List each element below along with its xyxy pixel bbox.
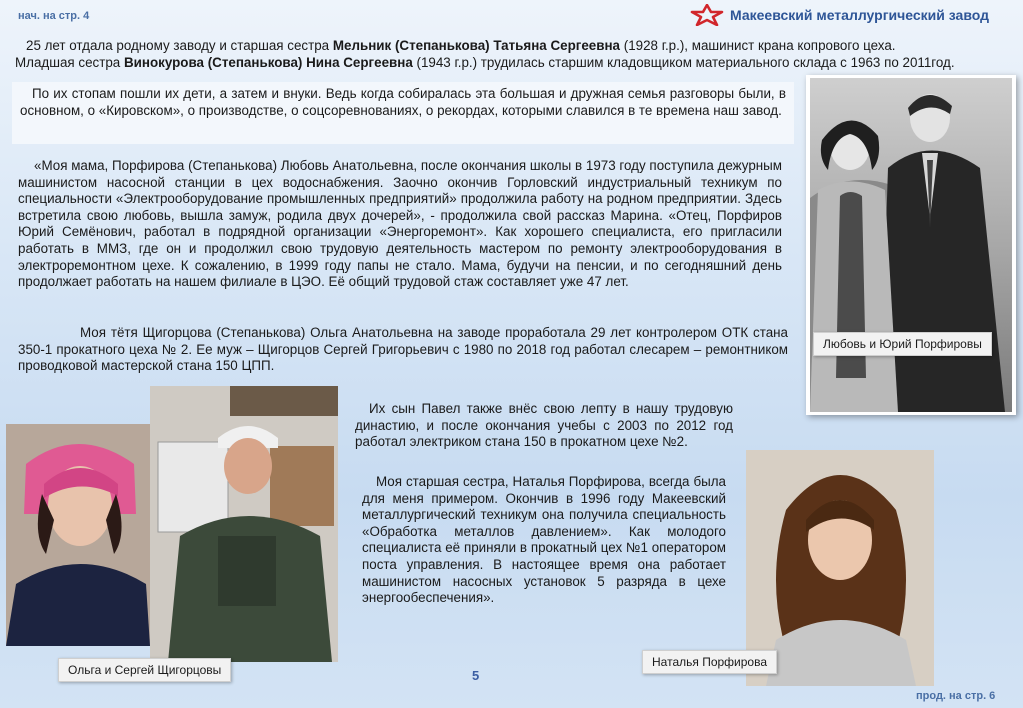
logo-text: Макеевский металлургический завод bbox=[730, 7, 990, 23]
para2-text: «Моя мама, Порфирова (Степанькова) Любовь Анатольевна, после окончания школы в 1973 году поступила дежурным машинистом насосной станции в цех водоснабжения. Заочно окончив Горловский индустриальный техникум по специальности «Электрооборудование промышленных предприятий» продолжила работу на родном предприятии. Здесь встретила свою любовь, вышла замуж, родила двух дочерей», - продолжила свой рассказ Марина. «Отец, Порфиров Юрий Семёнович, работал в подрядной организации «Энергоремонт». Как хорошего специалиста, его пригласили работать в ММЗ, где он и продолжил свою трудовую деятельность мастером по ремонту электрооборудования в электроремонтном цехе. К сожалению, в 1999 году папы не стало. Мама, будучи на пенсии, и по сегодняшний день продолжает работать на нашем филиале в ЦЭО. Её общий трудовой стаж составляет уже 47 лет. bbox=[18, 158, 782, 290]
next-page-link[interactable]: прод. на стр. 6 bbox=[916, 690, 996, 702]
page-number: 5 bbox=[472, 668, 480, 683]
couple-photo-image bbox=[810, 78, 1012, 412]
para1-box bbox=[12, 82, 794, 144]
para1-text: По их стопам пошли их дети, а затем и внуки. Ведь когда собиралась эта большая и дружная семья разговоры были, в основном, о «Кировском», о производстве, о соцсоревнованиях, о рекордах, которыми славился в те времена наш завод. bbox=[20, 86, 786, 118]
star-logo-icon bbox=[690, 4, 724, 26]
intro-name: Мельник (Степанькова) Татьяна Сергеевна bbox=[332, 38, 621, 53]
sergey-photo bbox=[150, 386, 338, 662]
caption-natalia: Наталья Порфирова bbox=[642, 650, 777, 674]
caption-olga-sergey: Ольга и Сергей Щигорцовы bbox=[58, 658, 231, 682]
intro-text: 25 лет отдала родному заводу и старшая сестра bbox=[26, 38, 333, 53]
para4-text: Их сын Павел также внёс свою лепту в нашу трудовую династию, и после окончания учебы с 2003 по 2012 год работал электриком стана 150 в прокатном цехе №2. bbox=[355, 401, 733, 450]
intro-text: (1928 г.р.), машинист крана копрового цеха. bbox=[620, 38, 896, 53]
prev-page-link[interactable]: нач. на стр. 4 bbox=[18, 10, 90, 22]
couple-photo bbox=[806, 75, 1016, 415]
olga-photo-image bbox=[6, 424, 150, 646]
sergey-photo-image bbox=[150, 386, 338, 662]
intro-text: Младшая сестра bbox=[15, 55, 124, 70]
company-logo bbox=[690, 4, 989, 26]
olga-photo bbox=[6, 424, 150, 646]
para5-text: Моя старшая сестра, Наталья Порфирова, всегда была для меня примером. Окончив в 1996 году Макеевский металлургический техникум она получила специальность «Обработка металлов давлением». Как молодого специалиста её приняли в прокатный цех №1 оператором поста управления. В настоящее время она работает машинистом насосных установок 5 разряда в цехе энергообеспечения». bbox=[362, 474, 726, 606]
intro-text: (1943 г.р.) трудилась старшим кладовщиком материального склада с 1963 по 2011год. bbox=[412, 55, 955, 70]
caption-couple: Любовь и Юрий Порфировы bbox=[813, 332, 992, 356]
intro-name: Винокурова (Степанькова) Нина Сергеевна bbox=[123, 55, 413, 70]
intro-block bbox=[15, 37, 1016, 71]
para3-text: Моя тётя Щигорцова (Степанькова) Ольга Анатольевна на заводе проработала 29 лет контролером ОТК стана 350-1 прокатного цеха № 2. Ее муж – Щигорцов Сергей Григорьевич с 1980 по 2018 год работал слесарем – ремонтником проводковой мастерской стана 150 ЦПП. bbox=[18, 325, 788, 374]
